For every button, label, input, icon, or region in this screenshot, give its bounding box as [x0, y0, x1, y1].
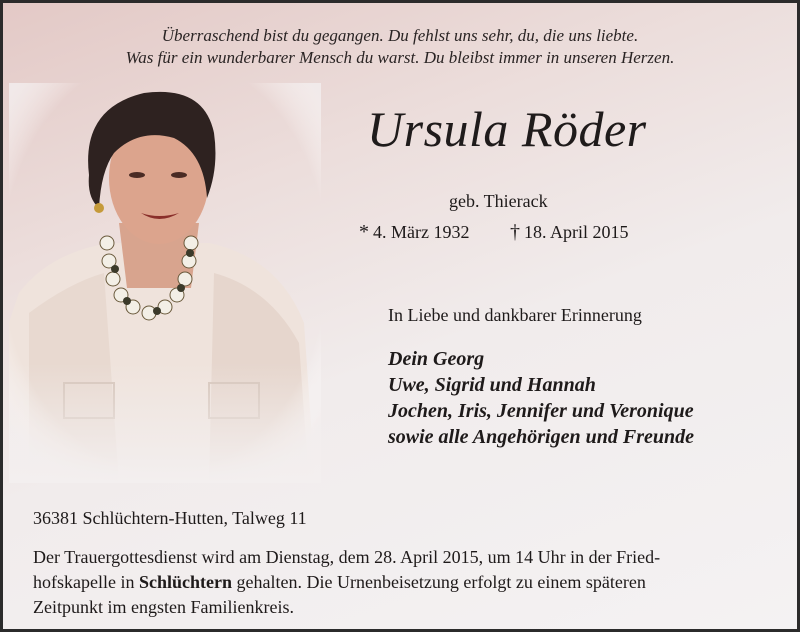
- death-symbol: †: [509, 221, 520, 243]
- deceased-name: Ursula Röder: [367, 101, 647, 157]
- verse-line-1: Überraschend bist du gegangen. Du fehlst uns sehr, du, die uns liebte.: [161, 26, 639, 45]
- service-notice: [33, 545, 773, 620]
- birth-date-group: [359, 221, 469, 244]
- maiden-name: geb. Thierack: [449, 191, 548, 211]
- verse-line-2: Was für ein wunderbarer Mensch du warst. Du bleibst immer in unseren Herzen.: [125, 48, 675, 67]
- service-location: Schlüchtern: [138, 572, 232, 592]
- service-line-3: Zeitpunkt im engsten Familienkreis.: [33, 597, 294, 617]
- service-line-2-pre: hofskapelle in: [33, 572, 139, 592]
- verse: [3, 25, 797, 69]
- portrait-photo: [9, 83, 321, 483]
- life-dates: [359, 221, 629, 244]
- mourners-list: [388, 346, 694, 450]
- service-line-2-post: gehalten. Die Urnenbeisetzung erfolgt zu einem späteren: [232, 572, 646, 592]
- address: 36381 Schlüchtern-Hutten, Talweg 11: [33, 508, 307, 528]
- service-line-1: Der Trauergottesdienst wird am Dienstag, dem 28. April 2015, um 14 Uhr in der Fried-: [33, 547, 661, 567]
- service-line-2: [33, 570, 773, 595]
- mourner-line: Jochen, Iris, Jennifer und Veronique: [388, 400, 694, 422]
- death-date: 18. April 2015: [523, 222, 629, 242]
- death-date-group: [510, 221, 629, 244]
- mourner-line: Uwe, Sigrid und Hannah: [388, 374, 596, 396]
- birth-date: 4. März 1932: [373, 222, 470, 242]
- mourner-line: sowie alle Angehörigen und Freunde: [388, 426, 694, 448]
- mourner-line: Dein Georg: [388, 348, 485, 370]
- birth-symbol: *: [359, 221, 369, 243]
- memorial-line: In Liebe und dankbarer Erinnerung: [388, 305, 642, 325]
